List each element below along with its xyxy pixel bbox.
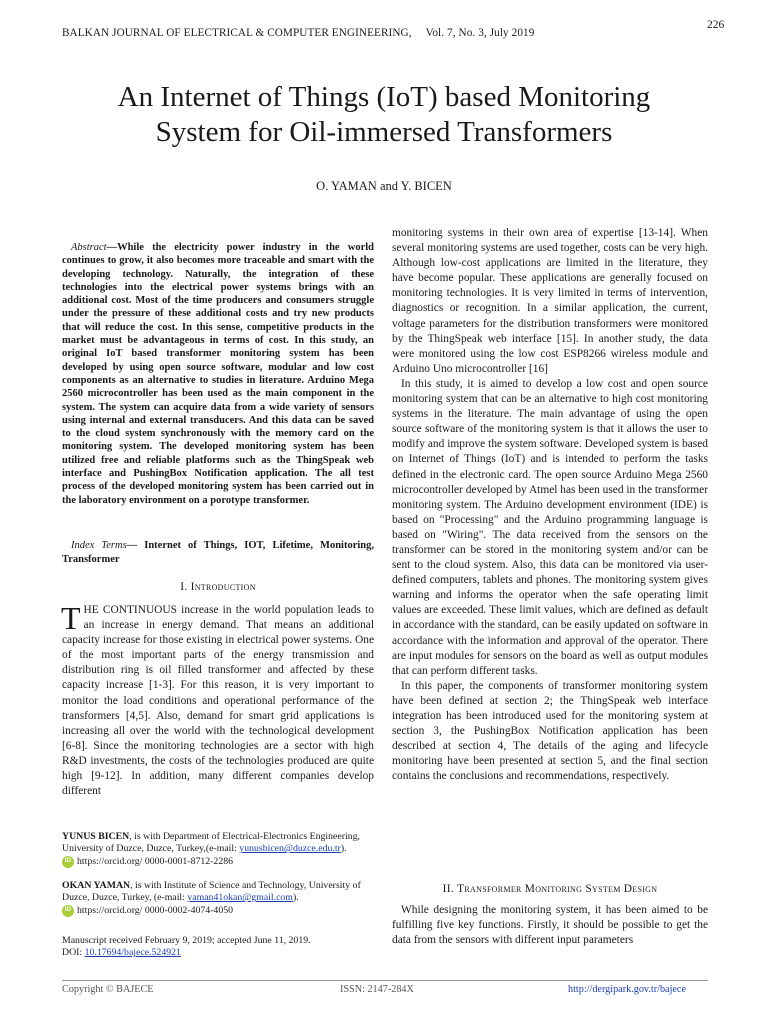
author-name-yaman: OKAN YAMAN: [62, 880, 131, 891]
drop-cap: T: [61, 600, 81, 636]
paper-title: [40, 80, 728, 150]
intro-text: increase in the world population leads to an increase in energy demand. That means an additional capacity increase for those existing in electrical power systems. One of the most important parts of the energy transmission and distribution ring is oil filled transformer and affected by these capacity increase [1-3]. For this reason, it is very important to monitor the load conditions and operational performance of the transformers [4,5]. Also, demand for smart grid applications is increasing all over the world with the technological development [6-8]. Since the monitoring technologies are a sector with high R&D investments, the costs of the technologies produced are quite high [9-12]. In addition, many different companies develop different: [62, 604, 374, 798]
index-terms-text: — Internet of Things, IOT, Lifetime, Monitoring, Transformer: [62, 540, 374, 565]
footer-divider: [62, 980, 708, 981]
email-link-yaman[interactable]: yaman41okan@gmail.com: [187, 892, 293, 904]
paragraph: monitoring systems in their own area of expertise [13-14]. When several monitoring systems are used together, costs can be very high. Although low-cost applications are limited in the literature, they have become popular. These applications are generally focused on monitoring technologies. It is very limited in terms of intervention, diagnostics or recognition. In a similar application, the current, voltage parameters for the distribution transformers were monitored by the ThingSpeak web interface [15]. In another study, the data were monitored using the low cost ESP8266 wireless module and Arduino Uno microcontroller [16]: [392, 227, 708, 375]
footer-url-link[interactable]: http://dergipark.gov.tr/bajece: [568, 984, 686, 995]
orcid-icon: iD: [62, 856, 74, 868]
title-line-1: An Internet of Things (IoT) based Monitoring: [117, 81, 651, 113]
author-name-bicen: YUNUS BICEN: [62, 831, 130, 842]
index-terms-label: Index Terms: [71, 540, 127, 551]
email-link-bicen[interactable]: yunusbicen@duzce.edu.tr: [239, 843, 341, 855]
intro-lead: HE CONTINUOUS: [83, 604, 177, 616]
orcid-row-yaman: [62, 905, 374, 917]
section-title: Introduction: [190, 581, 256, 593]
doi-label: DOI:: [62, 947, 85, 959]
paragraph: In this paper, the components of transformer monitoring system have been defined at section 2; the ThingSpeak web interface integration has been introduced used for the monitoring system at section 3, the PushingBox Notification application has been described at section 4, The details of the aging and lifecycle monitoring have been presented at section 5, and the final section contains the conclusions and recommendations, respectively.: [392, 679, 708, 783]
footer-issn: ISSN: 2147-284X: [340, 984, 414, 995]
section-heading-introduction: [62, 580, 374, 595]
section2-body: [392, 903, 708, 948]
footnote-close: ).: [292, 892, 299, 904]
affiliation-yaman: , is with Institute of Science and Technology, University of Duzce, Duzce, Turkey, (e-mail:: [62, 880, 361, 904]
section-title: Transformer Monitoring System Design: [457, 883, 658, 895]
section-heading-system-design: [392, 882, 708, 897]
footer-copyright: Copyright © BAJECE: [62, 984, 154, 995]
orcid-row-bicen: [62, 856, 374, 868]
authors: O. YAMAN and Y. BICEN: [316, 179, 452, 193]
footnote-yaman: [62, 880, 374, 917]
title-line-2: System for Oil-immersed Transformers: [155, 116, 613, 148]
orcid-link-yaman[interactable]: https://orcid.org/ 0000-0002-4074-4050: [77, 904, 234, 916]
doi-line: [62, 947, 374, 959]
running-header: [62, 27, 534, 39]
manuscript-info: [62, 935, 374, 960]
section-numeral: II.: [442, 883, 454, 895]
orcid-link-bicen[interactable]: https://orcid.org/ 0000-0001-8712-2286: [77, 855, 234, 867]
abstract-label: Abstract: [71, 242, 107, 253]
abstract: [62, 241, 374, 507]
doi-link[interactable]: 10.17694/bajece.524921: [84, 947, 181, 959]
footnote-close: ).: [340, 843, 347, 855]
index-terms: [62, 539, 374, 566]
volume-info: Vol. 7, No. 3, July 2019: [425, 27, 535, 39]
paragraph: In this study, it is aimed to develop a low cost and open source monitoring system that can be an alternative to high cost monitoring systems in the literature. The main advantage of using the open source software of the monitoring system is that it allows the user to modify and improve the system software. Developed system is based on Internet of Things (IoT) and is intended to perform the tasks defined in the electronic card. The open source Arduino Mega 2560 microcontroller developed by Atmel has been used in the transformer monitoring system. The Arduino development environment (IDE) is based on "Processing" and the Arduino programming language is based on "Wiring". The data received from the sensors on the transformer can be stored in the monitoring system and/or can be sent to the cloud system. Also, this data can be monitored via user-defined computers, tablets and phones. The monitoring system gives warning and informs the operator when the safe operating limit values are exceeded. These limit values, which are defined as default in accordance with the standard, can be easily updated on software in accordance with the information and approval of the operator. There are input modules for sensors on the board as well as output modules that can perform different tasks.: [392, 377, 708, 677]
orcid-icon: iD: [62, 905, 74, 917]
section-numeral: I.: [180, 581, 188, 593]
paragraph: While designing the monitoring system, it has been aimed to be fulfilling five key functions. Firstly, it should be possible to get the data from the sensors with different input parameters: [392, 904, 708, 947]
footnote-bicen: [62, 831, 374, 868]
affiliation-bicen: , is with Department of Electrical-Electronics Engineering, University of Duzce, Duzce, Turkey,(e-mail:: [62, 831, 360, 855]
introduction-body: [61, 600, 374, 799]
page-number: 226: [707, 19, 725, 31]
manuscript-dates: Manuscript received February 9, 2019; accepted June 11, 2019.: [62, 935, 311, 946]
right-column-body: [392, 226, 708, 784]
abstract-text: —While the electricity power industry in the world continues to grow, it also becomes more traceable and smart with the developing technology. Naturally, the integration of these technologies into the electrical power systems brings with an additional cost. Most of the time producers and consumers struggle under the pressure of these additional costs and try new products that will reduce the cost. In this sense, competitive products in the market must be advantageous in terms of cost. In this study, an original IoT based transformer monitoring system has been developed by using open source software, modular and low cost components as an alternative to studies in literature. Arduino Mega 2560 microcontroller has been used as the main component in the system. The system can acquire data from a wide variety of sensors using internal and external transducers. And this data can be saved to the cloud system synchronously with the memory card on the monitoring system. The developed monitoring system has been utilized free and reliable platforms such as the ThingSpeak web interface and PushingBox Notification application. The all test process of the developed monitoring system has been carried out in the laboratory environment on a porotype transformer.: [62, 242, 374, 506]
journal-name: BALKAN JOURNAL OF ELECTRICAL & COMPUTER ENGINEERING,: [62, 27, 412, 39]
